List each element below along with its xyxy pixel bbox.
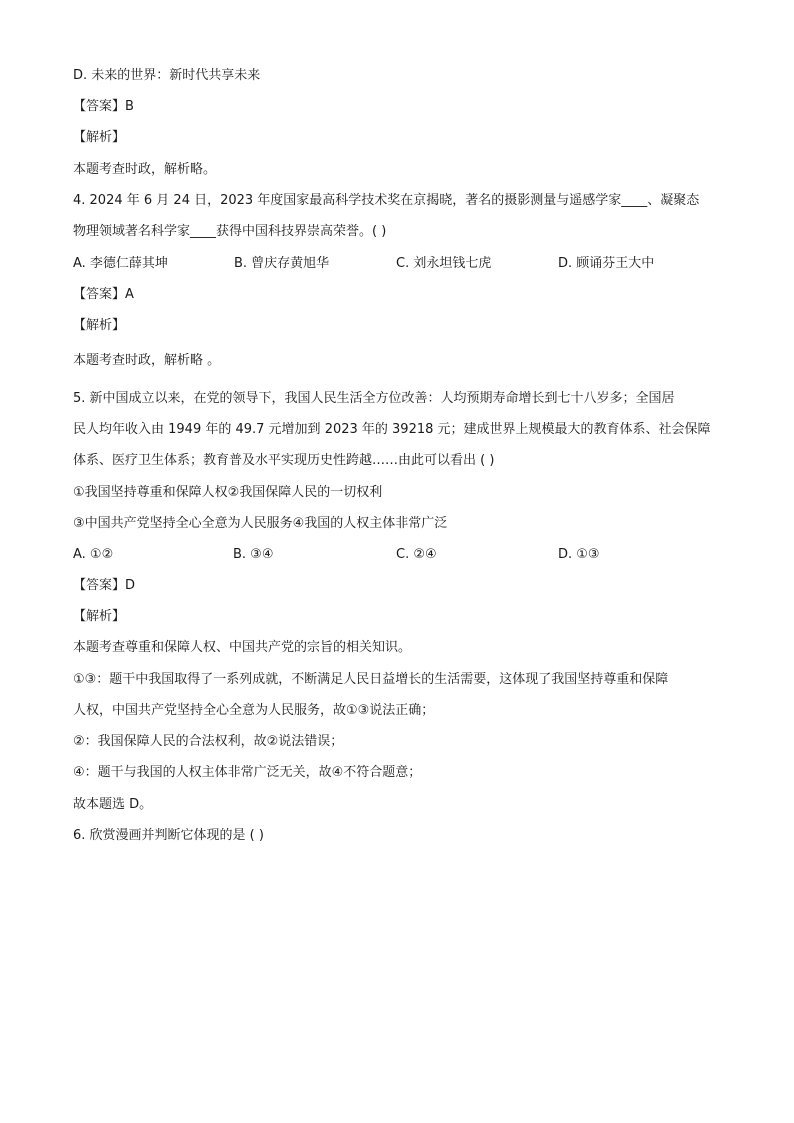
q6-stem: 6. 欣赏漫画并判断它体现的是 ( ) [73,828,264,843]
q3-option-d: D. 未来的世界：新时代共享未来 [73,68,261,83]
q4-option-a: A. 李德仁薛其坤 [73,256,168,271]
q4-answer: 【答案】A [73,287,134,302]
q5-options [73,546,773,564]
q5-option-b: B. ③④ [233,547,274,562]
q4-analysis-label: 【解析】 [73,318,126,333]
q4-option-b: B. 曾庆存黄旭华 [234,256,330,271]
q3-analysis: 本题考查时政，解析略。 [73,162,217,177]
q4-analysis: 本题考查时政，解析略 。 [73,353,221,368]
q5-analysis-intro: 本题考查尊重和保障人权、中国共产党的宗旨的相关知识。 [73,640,412,655]
q5-option-c: C. ②④ [396,547,437,562]
q4-option-c: C. 刘永坦钱七虎 [396,256,492,271]
q3-analysis-label: 【解析】 [73,130,126,145]
q4-option-d: D. 顾诵芬王大中 [558,256,655,271]
q5-analysis-label: 【解析】 [73,609,126,624]
q5-option-d: D. ①③ [558,547,600,562]
q5-stem-line-3: 体系、医疗卫生体系；教育普及水平实现历史性跨越……由此可以看出 ( ) [73,453,495,468]
q5-statement-line-1: ①我国坚持尊重和保障人权②我国保障人民的一切权利 [73,485,383,500]
q5-answer: 【答案】D [73,578,136,593]
q5-stem-line-2: 民人均年收入由 1949 年的 49.7 元增加到 2023 年的 39218 元；建成世界上规模最大的教育体系、社会保障 [73,422,711,437]
q4-options [73,255,773,273]
q5-statement-line-2: ③中国共产党坚持全心全意为人民服务④我国的人权主体非常广泛 [73,516,448,531]
q4-stem-line-1: 4. 2024 年 6 月 24 日，2023 年度国家最高科学技术奖在京揭晓，著名的摄影测量与遥感学家____、凝聚态 [73,193,700,208]
q5-analysis-line-1: ①③：题干中我国取得了一系列成就，不断满足人民日益增长的生活需要，这体现了我国坚持尊重和保障 [73,672,669,687]
q3-answer: 【答案】B [73,99,134,114]
q5-analysis-line-4: ④：题干与我国的人权主体非常广泛无关，故④不符合题意； [73,765,422,780]
q5-analysis-line-3: ②：我国保障人民的合法权利，故②说法错误； [73,734,344,749]
q5-analysis-line-2: 人权，中国共产党坚持全心全意为人民服务，故①③说法正确； [73,703,435,718]
q5-option-a: A. ①② [73,547,114,562]
q4-stem-line-2: 物理领域著名科学家____获得中国科技界崇高荣誉。( ) [73,224,387,239]
q5-conclusion: 故本题选 D。 [73,797,153,812]
q5-stem-line-1: 5. 新中国成立以来，在党的领导下，我国人民生活全方位改善：人均预期寿命增长到七十八岁多；全国居 [73,391,675,406]
